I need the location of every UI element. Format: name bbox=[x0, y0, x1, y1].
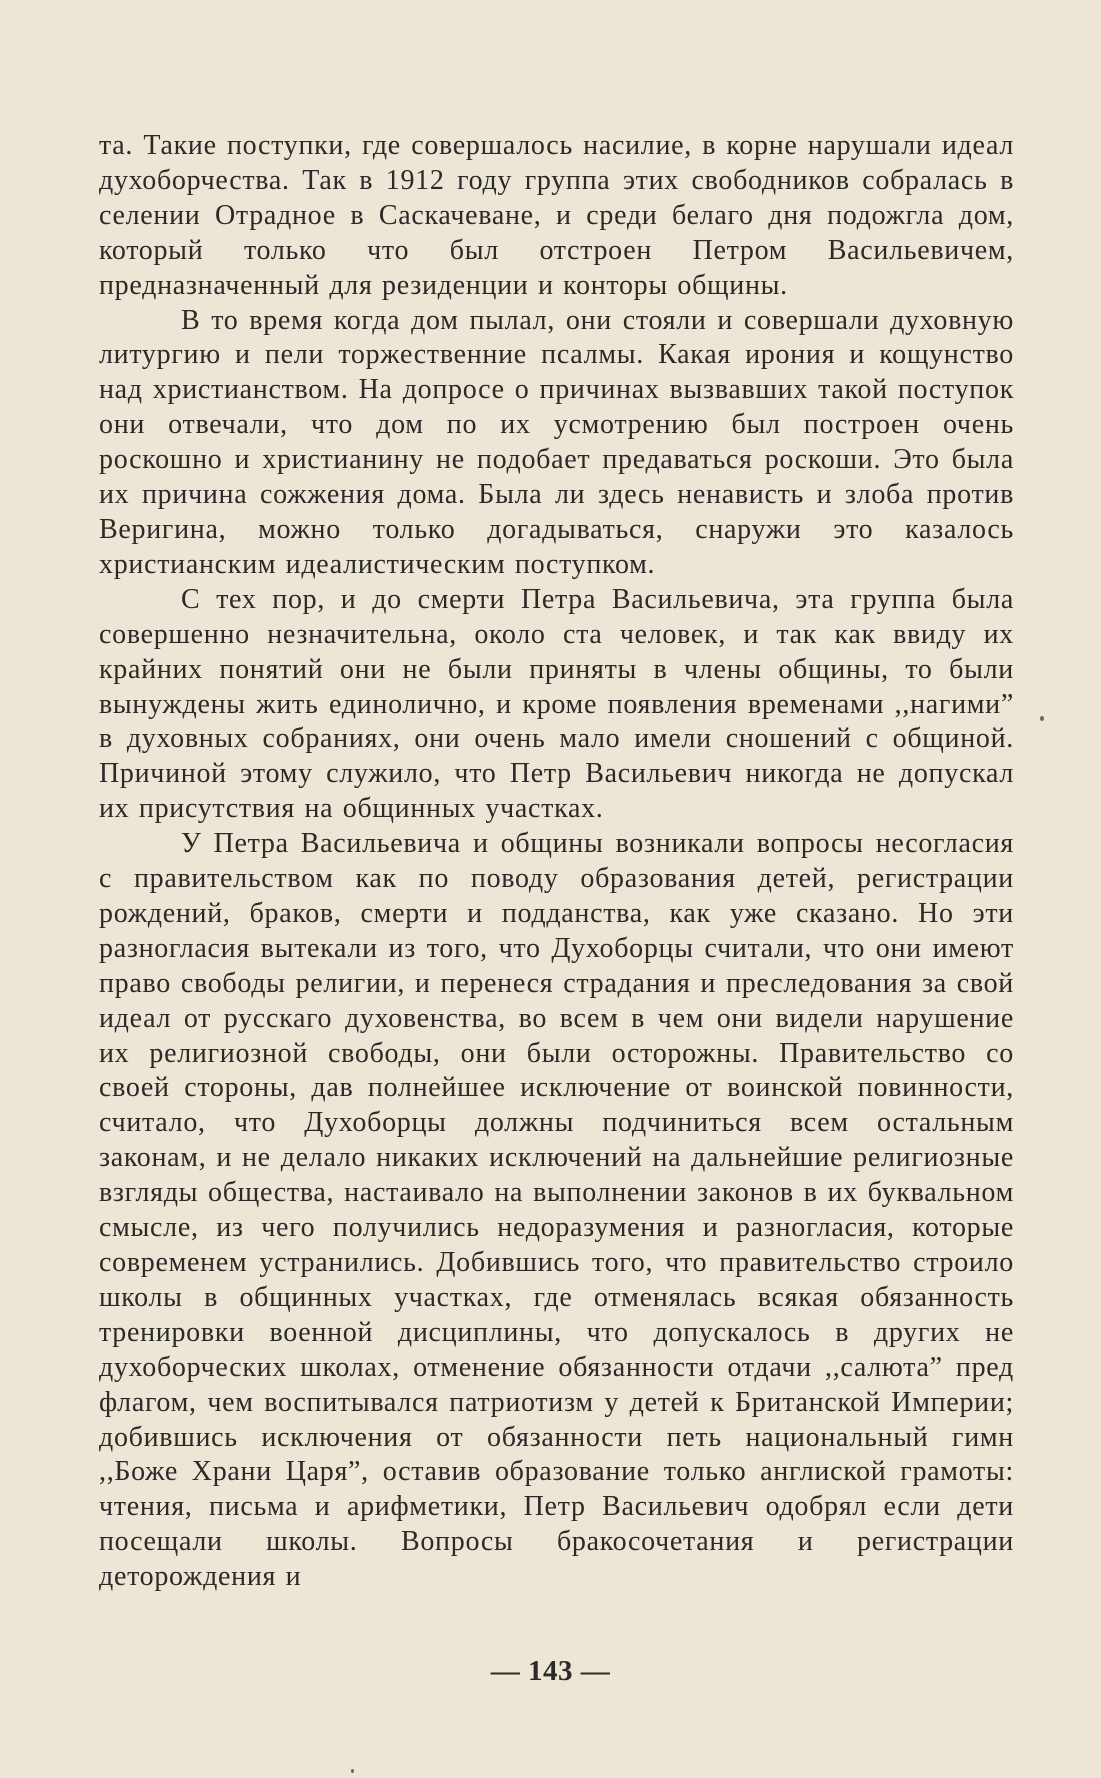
paragraph-3: С тех пор, и до смерти Петра Васильевича, эта группа была совершенно незначительна, около ста человек, и так как ввиду их крайних понятий они не были приняты в члены общины, то были вынуждены жить единолично, и кроме появления временами ,,нагими” в духовных собраниях, они очень мало имели сношений с общиной. Причиной этому служило, что Петр Васильевич никогда не допускал их присутствия на общинных участках. bbox=[99, 583, 1014, 825]
bottom-speck bbox=[351, 1769, 354, 1773]
margin-speck bbox=[1040, 716, 1044, 721]
paragraph-4: У Петра Васильевича и общины возникали вопросы несогласия с правительством как по поводу образования детей, регистрации рождений, браков, смерти и подданства, как уже сказано. Но эти разногласия вытекали из того, что Духоборцы считали, что они имеют право свободы религии, и перенеся страдания и преследования за свой идеал от русскаго духовенства, во всем в чем они видели нарушение их религиозной свободы, они были осторожны. Правительство со своей стороны, дав полнейшее исключение от воинской повинности, считало, что Духоборцы должны подчиниться всем остальным законам, и не делало никаких исключений на дальнейшие религиозные взгляды общества, настаивало на выполнении законов в их буквальном смысле, из чего получились недоразумения и разногласия, которые современем устранились. Добившись того, что правительство строило школы в общинных участках, где отменялась всякая обязанность тренировки военной дисциплины, что допускалось в других не духоборческих школах, отменение обязанности отдачи ,,салюта” пред флагом, чем воспитывался патриотизм у детей к Британской Империи; добившись исключения от обязанности петь национальный гимн ,,Боже Храни Царя”, оставив образование только англиской грамоты: чтения, письма и арифметики, Петр Васильевич одобрял если дети посещали школы. Вопросы бракосочетания и регистрации деторождения и bbox=[99, 828, 1014, 1593]
paragraph-2: В то время когда дом пылал, они стояли и совершали духовную литургию и пели торжественние псалмы. Какая ирония и кощунство над христианством. На допросе о причинах вызвавших такой поступок они отвечали, что дом по их усмотрению был построен очень роскошно и христианину не подобает предаваться роскоши. Это была их причина сожжения дома. Была ли здесь ненависть и злоба против Веригина, можно только догадываться, снаружи это казалось христианским идеалистическим поступком. bbox=[99, 304, 1014, 580]
page-number: — 143 — bbox=[490, 1655, 611, 1687]
body-text bbox=[99, 129, 1014, 1595]
paragraph-1: та. Такие поступки, где совершалось насилие, в корне нарушали идеал духоборчества. Так в 1912 году группа этих свободников собралась в селении Отрадное в Саскачеване, и среди белаго дня подожгла дом, который только что был отстроен Петром Васильевичем, предназначенный для резиденции и конторы общины. bbox=[99, 130, 1014, 301]
